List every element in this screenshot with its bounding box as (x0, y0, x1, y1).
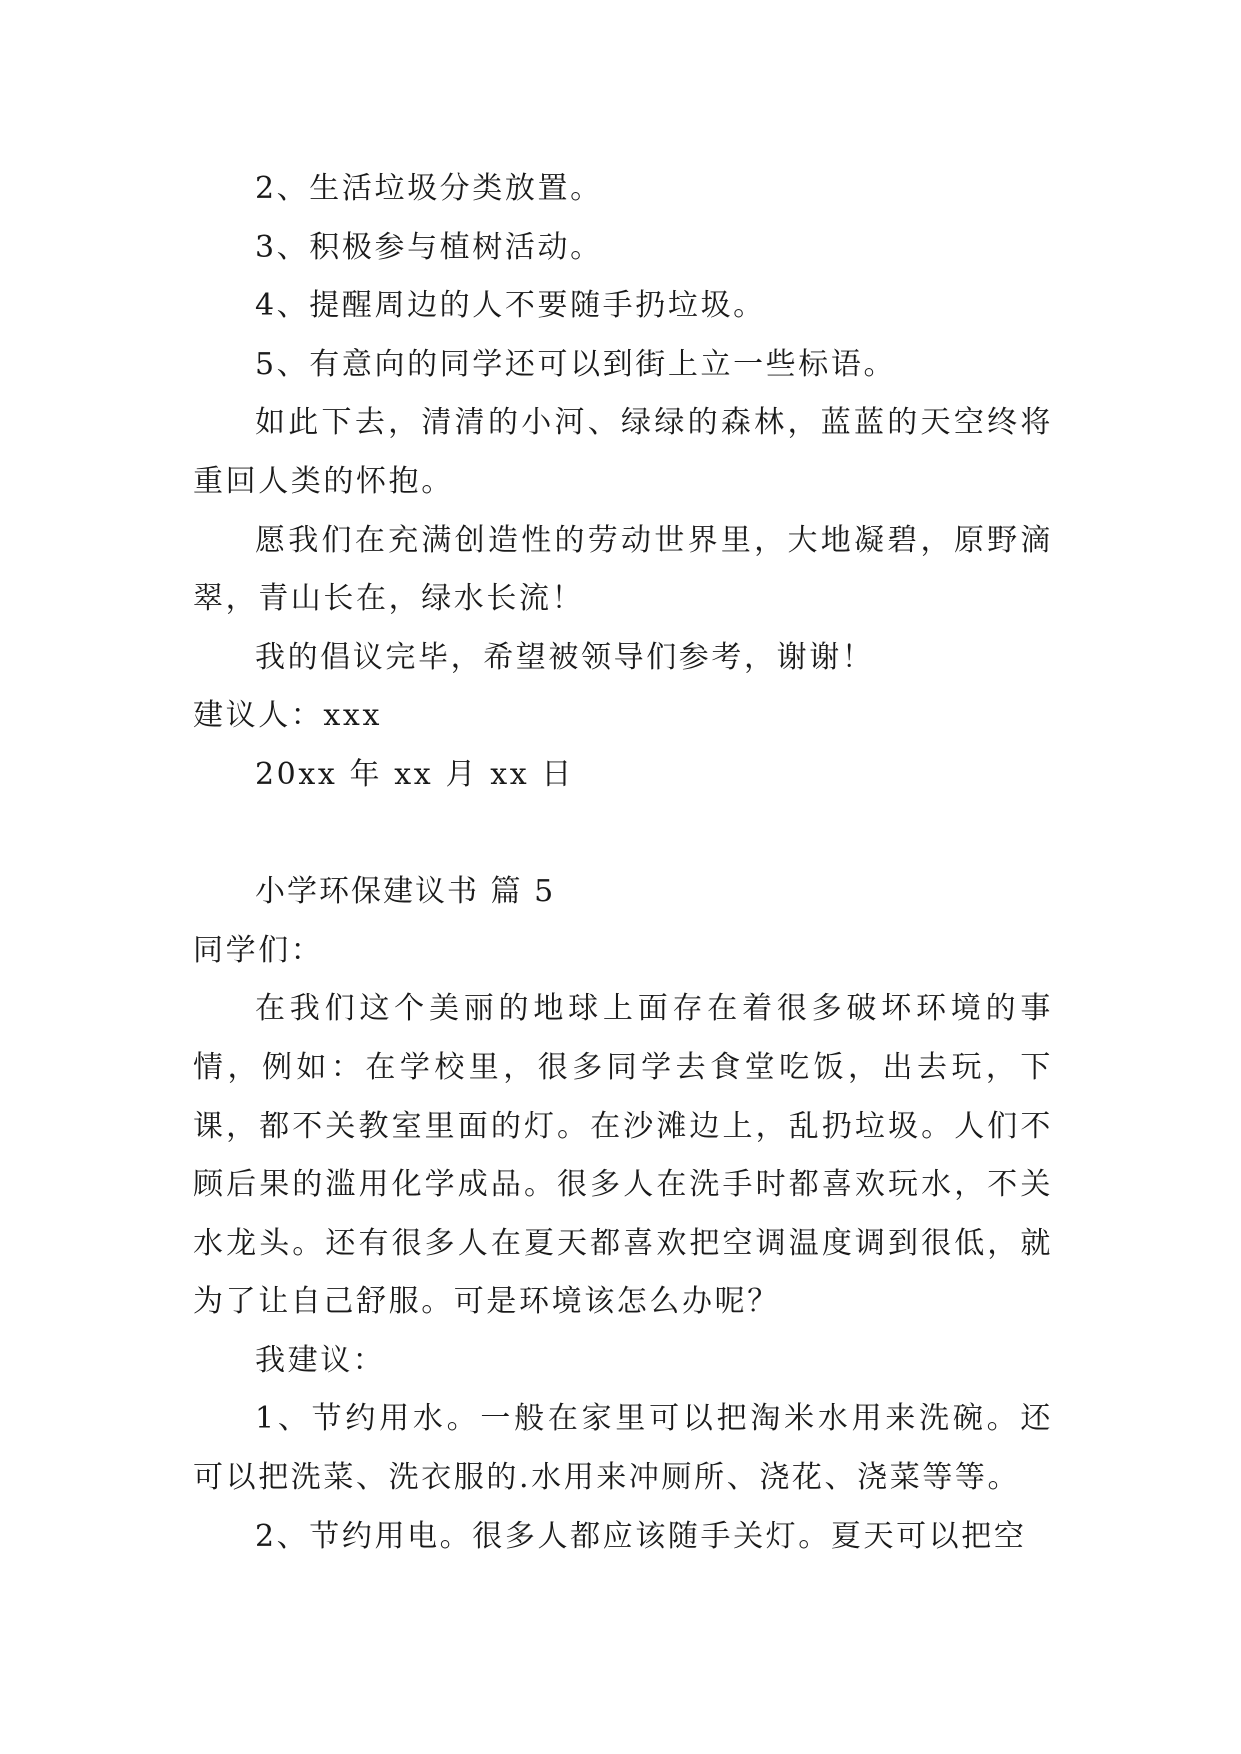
section-title: 小学环保建议书 篇 5 (255, 874, 556, 910)
section-spacer (193, 805, 1053, 864)
paragraph-outlook: 如此下去，清清的小河、绿绿的森林，蓝蓝的天空终将重回人类的怀抱。 (193, 405, 1053, 499)
document-body (193, 160, 1053, 1566)
date-line: 20xx 年 xx 月 xx 日 (255, 756, 574, 792)
list-item: 4、提醒周边的人不要随手扔垃圾。 (255, 288, 766, 324)
list-item: 2、生活垃圾分类放置。 (255, 171, 603, 206)
suggest-label: 我建议： (255, 1342, 386, 1378)
list-item: 5、有意向的同学还可以到街上立一些标语。 (255, 346, 897, 382)
closing-line: 我的倡议完毕，希望被领导们参考，谢谢！ (255, 639, 875, 675)
signer-line: 建议人：xxx (193, 698, 382, 734)
paragraph-wish: 愿我们在充满创造性的劳动世界里，大地凝碧，原野滴翠，青山长在，绿水长流！ (193, 522, 1053, 617)
list-item: 3、积极参与植树活动。 (255, 229, 603, 265)
paragraph-point-2: 2、节约用电。很多人都应该随手关灯。夏天可以把空 (255, 1518, 1027, 1554)
paragraph-point-1: 1、节约用水。一般在家里可以把淘米水用来洗碗。还可以把洗菜、洗衣服的.水用来冲厕所、浇花、浇菜等等。 (193, 1401, 1053, 1496)
paragraph-intro: 在我们这个美丽的地球上面存在着很多破坏环境的事情，例如：在学校里，很多同学去食堂吃饭，出去玩，下课，都不关教室里面的灯。在沙滩边上，乱扔垃圾。人们不顾后果的滥用化学成品。很多人在洗手时都喜欢玩水，不关水龙头。还有很多人在夏天都喜欢把空调温度调到很低，就为了让自己舒服。可是环境该怎么办呢？ (193, 991, 1053, 1320)
greeting-line: 同学们： (193, 932, 324, 968)
